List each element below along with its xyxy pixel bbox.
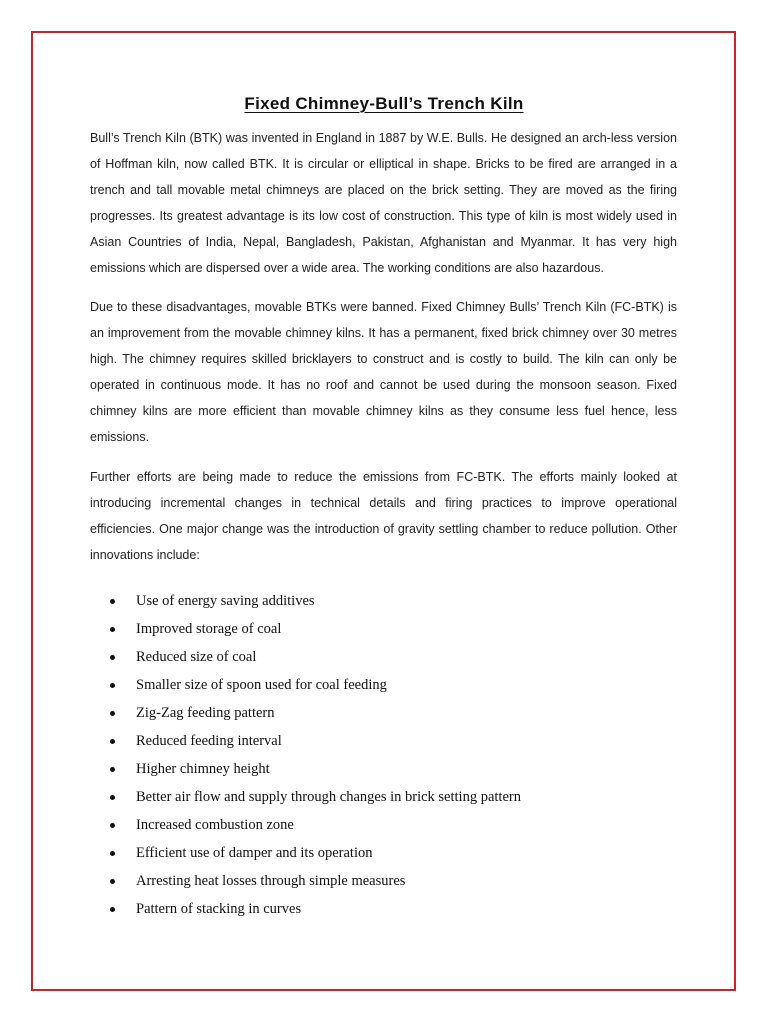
- bullet-icon: [110, 627, 115, 632]
- paragraph-btk-history: Bull’s Trench Kiln (BTK) was invented in England in 1887 by W.E. Bulls. He designed an arch-less version of Hoffman kiln, now called BTK. It is circular or elliptical in shape. Bricks to be fired are arranged in a trench and tall movable metal chimneys are placed on the brick setting. They are moved as the firing progresses. Its greatest advantage is its low cost of construction. This type of kiln is most widely used in Asian Countries of India, Nepal, Bangladesh, Pakistan, Afghanistan and Myanmar. It has very high emissions which are dispersed over a wide area. The working conditions are also hazardous.: [90, 131, 677, 275]
- bullet-icon: [110, 851, 115, 856]
- bullet-icon: [110, 879, 115, 884]
- list-item-text: Increased combustion zone: [136, 817, 294, 833]
- list-item: [108, 895, 521, 923]
- list-item-text: Zig-Zag feeding pattern: [136, 705, 275, 721]
- list-item: [108, 699, 521, 727]
- bullet-icon: [110, 683, 115, 688]
- list-item-text: Higher chimney height: [136, 761, 270, 777]
- paragraph-fc-btk: Due to these disadvantages, movable BTKs were banned. Fixed Chimney Bulls’ Trench Kiln (FC-BTK) is an improvement from the movable chimney kilns. It has a permanent, fixed brick chimney over 30 metres high. The chimney requires skilled bricklayers to construct and is costly to build. The kiln can only be operated in continuous mode. It has no roof and cannot be used during the monsoon season. Fixed chimney kilns are more efficient than movable chimney kilns as they consume less fuel hence, less emissions.: [90, 300, 677, 444]
- bullet-icon: [110, 907, 115, 912]
- list-item-text: Pattern of stacking in curves: [136, 901, 302, 917]
- list-item-text: Use of energy saving additives: [136, 593, 315, 609]
- bullet-icon: [110, 599, 115, 604]
- list-item-text: Arresting heat losses through simple measures: [136, 873, 406, 889]
- list-item-text: Reduced size of coal: [136, 649, 257, 665]
- list-item: [108, 839, 521, 867]
- list-item-text: Reduced feeding interval: [136, 733, 282, 749]
- bullet-icon: [110, 767, 115, 772]
- list-item: [108, 755, 521, 783]
- list-item: [108, 783, 521, 811]
- list-item: [108, 727, 521, 755]
- bullet-icon: [110, 739, 115, 744]
- paragraph-further-efforts: Further efforts are being made to reduce the emissions from FC-BTK. The efforts mainly looked at introducing incremental changes in technical details and firing practices to improve operational efficiencies. One major change was the introduction of gravity settling chamber to reduce pollution. Other innovations include:: [90, 470, 677, 562]
- list-item: [108, 615, 521, 643]
- bullet-icon: [110, 823, 115, 828]
- list-item: [108, 867, 521, 895]
- list-item-text: Improved storage of coal: [136, 621, 282, 637]
- list-item-text: Efficient use of damper and its operation: [136, 845, 373, 861]
- list-item: [108, 643, 521, 671]
- innovations-list: [108, 587, 521, 923]
- list-item: [108, 811, 521, 839]
- list-item: [108, 671, 521, 699]
- bullet-icon: [110, 795, 115, 800]
- document-title: Fixed Chimney-Bull’s Trench Kiln: [244, 94, 524, 113]
- bullet-icon: [110, 655, 115, 660]
- list-item-text: Better air flow and supply through changes in brick setting pattern: [136, 789, 521, 805]
- list-item: [108, 587, 521, 615]
- list-item-text: Smaller size of spoon used for coal feeding: [136, 677, 387, 693]
- bullet-icon: [110, 711, 115, 716]
